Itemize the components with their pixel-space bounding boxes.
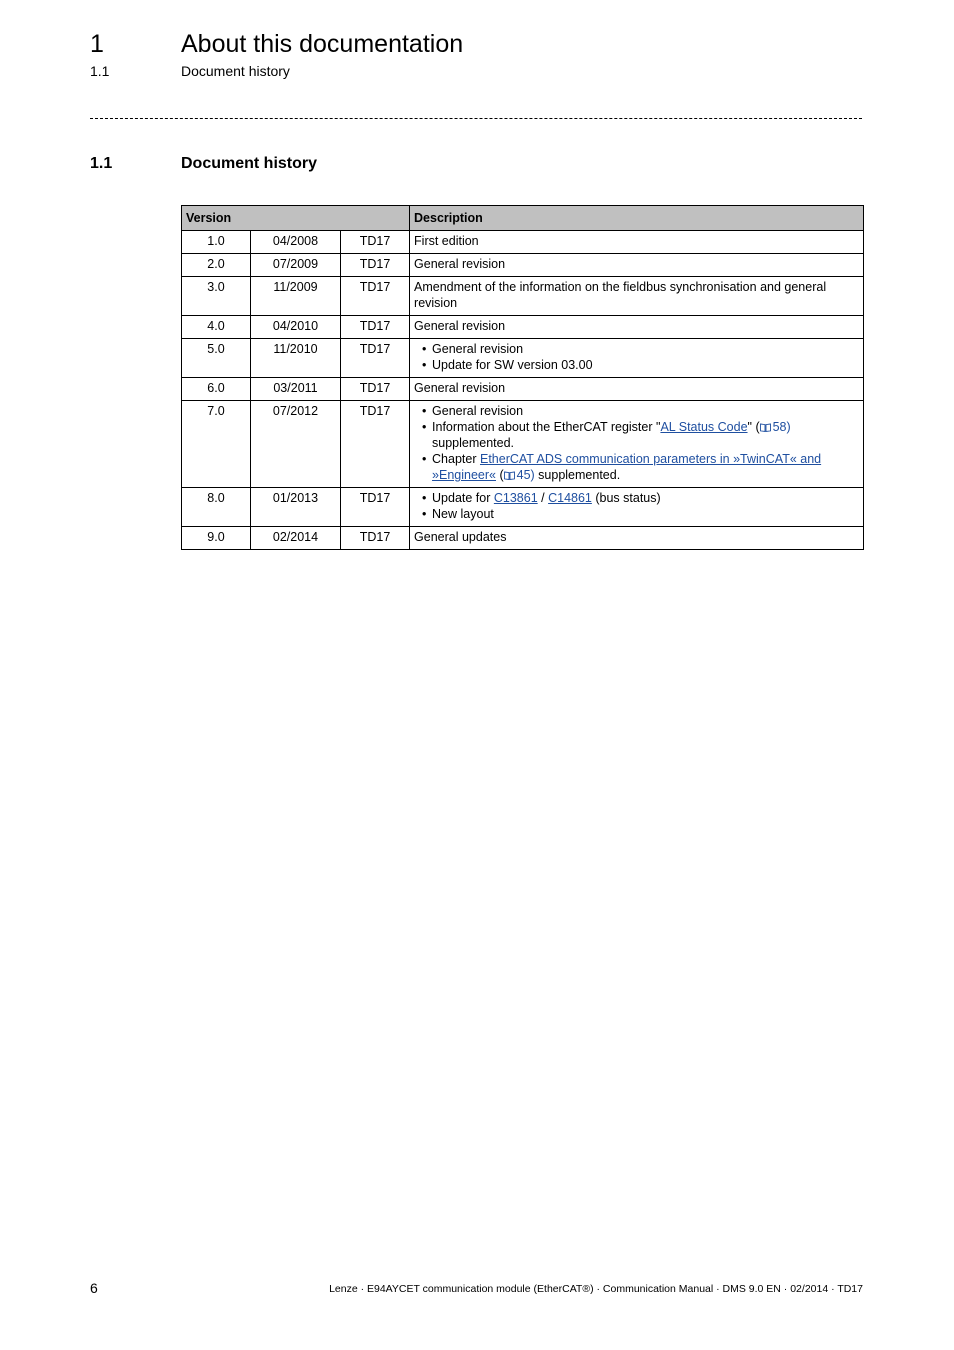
item-text: supplemented.	[432, 436, 515, 450]
author-cell: TD17	[341, 339, 410, 378]
list-item: • General revision	[432, 403, 859, 419]
description-cell: General updates	[410, 527, 864, 550]
item-text: Chapter	[432, 452, 480, 466]
bullet-list	[414, 341, 859, 373]
date-cell: 11/2010	[251, 339, 341, 378]
date-cell: 03/2011	[251, 378, 341, 401]
description-cell	[410, 488, 864, 527]
version-cell: 7.0	[182, 401, 251, 488]
version-cell: 3.0	[182, 277, 251, 316]
bullet-list	[414, 403, 859, 483]
description-cell: Amendment of the information on the fieldbus synchronisation and general revision	[410, 277, 864, 316]
description-cell: General revision	[410, 316, 864, 339]
section-title: Document history	[181, 155, 318, 172]
page-reference-link[interactable]	[504, 468, 535, 482]
item-text: supplemented.	[534, 468, 621, 482]
ethercat-ads-chapter-link[interactable]: EtherCAT ADS communication parameters in »TwinCAT« and »Engineer«	[432, 452, 822, 482]
author-cell: TD17	[341, 254, 410, 277]
author-cell: TD17	[341, 277, 410, 316]
version-cell: 5.0	[182, 339, 251, 378]
footer-text: Lenze · E94AYCET communication module (EtherCAT®) · Communication Manual · DMS 9.0 EN · 02/2014 · TD17	[329, 1283, 863, 1295]
author-cell: TD17	[341, 378, 410, 401]
item-text: Information about the EtherCAT register "	[432, 420, 661, 434]
table-row	[182, 378, 864, 401]
table-row	[182, 401, 864, 488]
c14861-link[interactable]: C14861	[548, 491, 592, 505]
version-cell: 1.0	[182, 231, 251, 254]
list-item: • General revision	[432, 341, 859, 357]
description-cell	[410, 339, 864, 378]
date-cell: 11/2009	[251, 277, 341, 316]
chapter-number: 1	[90, 30, 104, 58]
author-cell: TD17	[341, 401, 410, 488]
author-cell: TD17	[341, 527, 410, 550]
version-cell: 9.0	[182, 527, 251, 550]
date-cell: 07/2009	[251, 254, 341, 277]
list-item	[432, 419, 859, 451]
page-number: 45)	[516, 468, 535, 482]
footer-page-number: 6	[90, 1280, 98, 1296]
running-section-number: 1.1	[90, 63, 110, 79]
table-row	[182, 254, 864, 277]
author-cell: TD17	[341, 231, 410, 254]
date-cell: 04/2008	[251, 231, 341, 254]
table-row	[182, 231, 864, 254]
c13861-link[interactable]: C13861	[493, 491, 538, 505]
list-item	[432, 490, 859, 506]
author-cell: TD17	[341, 316, 410, 339]
version-cell: 8.0	[182, 488, 251, 527]
list-item: • New layout	[432, 506, 859, 522]
description-cell: First edition	[410, 231, 864, 254]
section-number: 1.1	[90, 155, 113, 172]
version-cell: 4.0	[182, 316, 251, 339]
description-cell	[410, 401, 864, 488]
document-history-table	[181, 205, 864, 550]
date-cell: 04/2010	[251, 316, 341, 339]
version-column-header: Version	[182, 206, 410, 231]
date-cell: 02/2014	[251, 527, 341, 550]
table-header-row	[182, 206, 864, 231]
table-row	[182, 339, 864, 378]
running-section-title: Document history	[181, 63, 290, 79]
date-cell: 01/2013	[251, 488, 341, 527]
item-text: " (	[747, 420, 760, 434]
description-cell: General revision	[410, 254, 864, 277]
table-row	[182, 488, 864, 527]
page-number: 58)	[772, 420, 791, 434]
header-divider	[90, 118, 862, 119]
al-status-code-link[interactable]: AL Status Code	[660, 420, 748, 434]
table-row	[182, 316, 864, 339]
author-cell: TD17	[341, 488, 410, 527]
list-item	[432, 451, 859, 483]
page-reference-link[interactable]	[760, 420, 791, 434]
item-text: /	[537, 491, 549, 505]
bullet-list	[414, 490, 859, 522]
item-text: Update for	[432, 491, 494, 505]
item-text: (bus status)	[591, 491, 661, 505]
table-row	[182, 527, 864, 550]
description-column-header: Description	[410, 206, 864, 231]
description-cell: General revision	[410, 378, 864, 401]
table-row	[182, 277, 864, 316]
date-cell: 07/2012	[251, 401, 341, 488]
list-item: • Update for SW version 03.00	[432, 357, 859, 373]
item-text: (	[495, 468, 504, 482]
chapter-title: About this documentation	[181, 30, 464, 58]
book-icon	[504, 471, 515, 480]
version-cell: 2.0	[182, 254, 251, 277]
version-cell: 6.0	[182, 378, 251, 401]
book-icon	[760, 423, 771, 432]
